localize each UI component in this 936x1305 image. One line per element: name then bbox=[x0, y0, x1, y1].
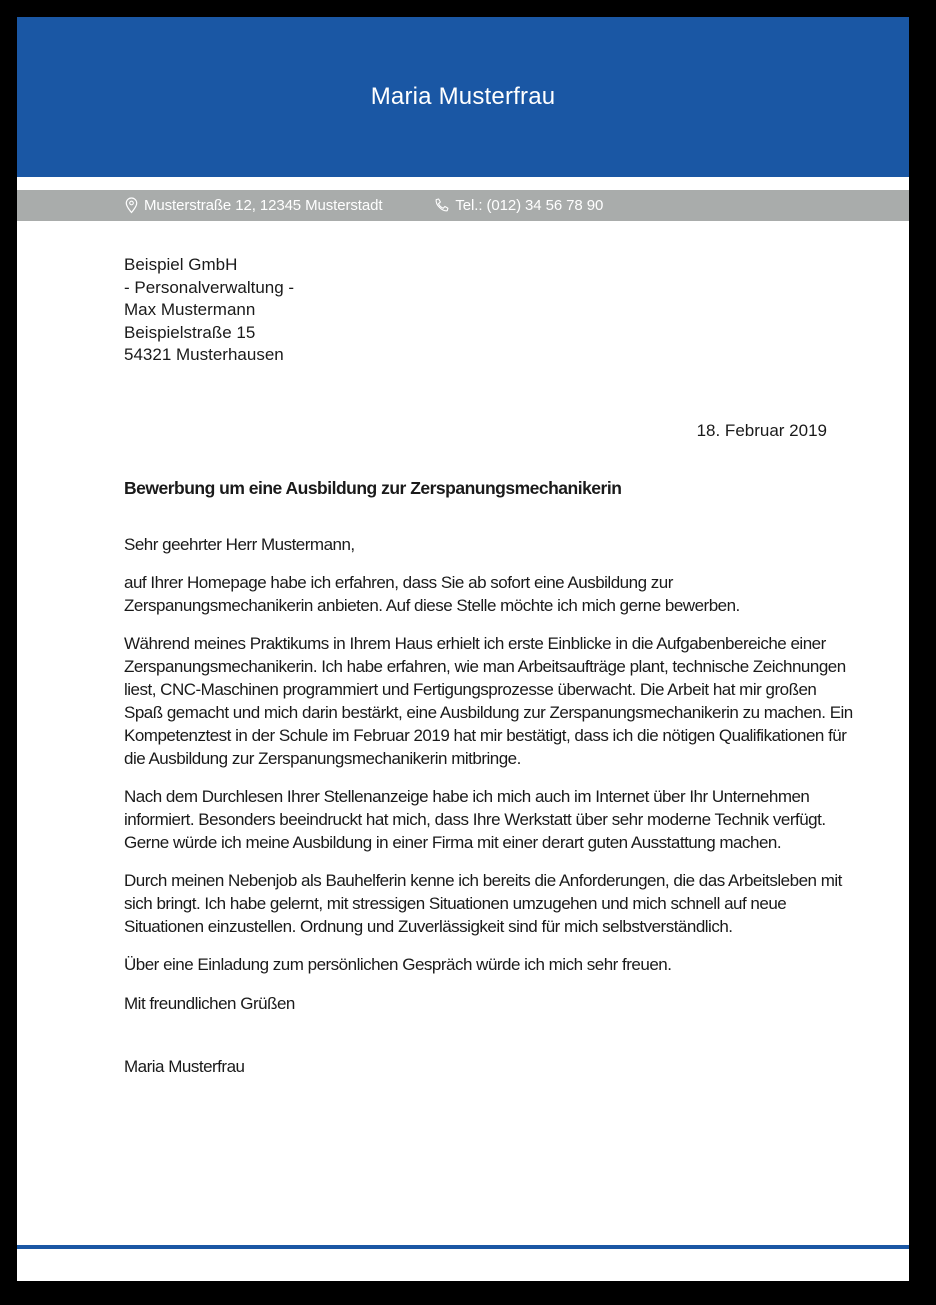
closing-formula: Mit freundlichen Grüßen bbox=[124, 993, 295, 1013]
recipient-address-line: - Personalverwaltung - bbox=[124, 277, 295, 297]
letter-paragraph: auf Ihrer Homepage habe ich erfahren, dass Sie ab sofort eine Ausbildung zur Zerspanungsmechanikerin anbieten. Auf diese Stelle möchte ich mich gerne bewerben. bbox=[124, 572, 740, 615]
letter-page bbox=[17, 17, 909, 1281]
letter-paragraph: Über eine Einladung zum persönlichen Gespräch würde ich mich sehr freuen. bbox=[124, 954, 672, 974]
recipient-address-line: 54321 Musterhausen bbox=[124, 345, 284, 365]
signature-name: Maria Musterfrau bbox=[124, 1056, 245, 1076]
letter-paragraphs bbox=[124, 571, 855, 976]
recipient-address-line: Beispiel GmbH bbox=[124, 255, 238, 274]
subject-line: Bewerbung um eine Ausbildung zur Zerspanungsmechanikerin bbox=[124, 477, 622, 498]
footer-accent-rule bbox=[17, 1245, 909, 1249]
contact-phone-text: Tel.: (012) 34 56 78 90 bbox=[455, 197, 604, 214]
header-banner bbox=[17, 17, 909, 177]
letter-paragraph: Nach dem Durchlesen Ihrer Stellenanzeige habe ich mich auch im Internet über Ihr Unternehmen informiert. Besonders beeindruckt hat mich, dass Ihre Werkstatt über sehr moderne Technik verfügt. Gerne würde ich meine Ausbildung in einer Firma mit einer derart guten Ausstattung machen. bbox=[124, 786, 826, 852]
letter-date: 18. Februar 2019 bbox=[696, 420, 827, 440]
location-pin-icon bbox=[125, 197, 138, 214]
recipient-address-block bbox=[124, 254, 855, 367]
recipient-address-line: Max Mustermann bbox=[124, 300, 256, 320]
letter-paragraph: Während meines Praktikums in Ihrem Haus erhielt ich erste Einblicke in die Aufgabenbereiche einer Zerspanungsmechanikerin. Ich habe erfahren, wie man Arbeitsaufträge plant, technische Zeichnungen liest, CNC-Maschinen programmiert und Fertigungsprozesse überwacht. Die Arbeit hat mir großen Spaß gemacht und mich darin bestärkt, eine Ausbildung zur Zerspanungsmechanikerin zu machen. Ein Kompetenztest in der Schule im Februar 2019 hat mir bestätigt, dass ich die nötigen Qualifikationen für die Ausbildung zur Zerspanungsmechanikerin mitbringe. bbox=[124, 633, 853, 768]
recipient-address-line: Beispielstraße 15 bbox=[124, 322, 256, 342]
contact-phone bbox=[434, 197, 603, 214]
letter-body bbox=[17, 254, 909, 1078]
applicant-name-title: Maria Musterfrau bbox=[370, 83, 556, 110]
salutation: Sehr geehrter Herr Mustermann, bbox=[124, 534, 355, 554]
contact-address-text: Musterstraße 12, 12345 Musterstadt bbox=[144, 197, 383, 214]
phone-receiver-icon bbox=[434, 198, 449, 213]
letter-paragraph: Durch meinen Nebenjob als Bauhelferin kenne ich bereits die Anforderungen, die das Arbeitsleben mit sich bringt. Ich habe gelernt, mit stressigen Situationen umzugehen und mich schnell auf neue Situationen einzustellen. Ordnung und Zuverlässigkeit sind für mich selbstverständlich. bbox=[124, 870, 842, 936]
contact-bar bbox=[17, 190, 909, 221]
contact-address bbox=[125, 197, 382, 214]
